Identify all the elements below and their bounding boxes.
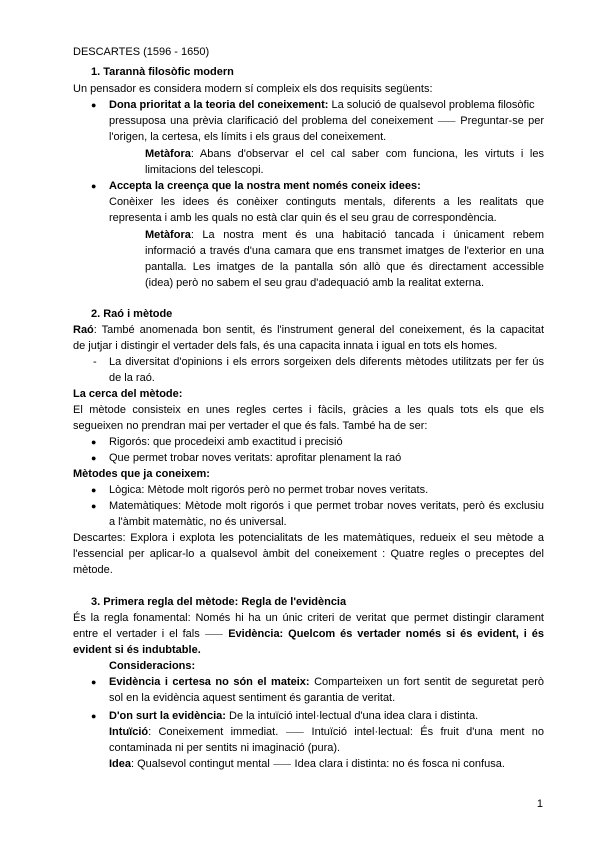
section-3-heading: 3. Primera regla del mètode: Regla de l'evidència (91, 596, 347, 608)
s3-para-line-3: evident si és indubtable. (73, 644, 201, 656)
s1-metaphor-1-line-1 (145, 146, 544, 162)
section-2-heading: 2. Raó i mètode (91, 308, 173, 320)
s1-metaphor-1-line-2: limitacions del telescopi. (145, 164, 264, 176)
bullet-icon: ● (91, 100, 97, 110)
s3-bullet-1-line-1 (109, 674, 544, 690)
s3-intuicio-label: Intuïció (109, 726, 149, 738)
s2-dash-line-2: de la raó. (109, 372, 155, 384)
s2-metodes-bullet-2-line-1: Matemàtiques: Mètode molt rigorós i que permet trobar noves veritats, però és exclusiu (109, 500, 544, 512)
s3-bullet-1-text: Comparteixen un fort sentit de seguretat però (309, 676, 545, 688)
bullet-icon: ● (91, 677, 97, 687)
s3-bullet-2-text: De la intuïció intel·lectual d'una idea clara i distinta. (225, 710, 479, 722)
page-number: 1 (536, 798, 543, 810)
s2-descartes-line-1: Descartes: Explora i explota les potencialitats de les matemàtiques, redueix el seu mètode a (73, 532, 544, 544)
s3-intuicio-line-1 (109, 724, 544, 740)
s2-dash-line-1: La diversitat d'opinions i els errors sorgeixen dels diferents mètodes utilitzats per fer ús (109, 356, 544, 368)
s1-bullet-2-line-1: Conèixer les idees és conèixer continguts mentals, diferents a les realitats que (109, 196, 544, 208)
bullet-icon: ● (91, 453, 97, 463)
s1-metaphor-2-text: : La nostra ment és una habitació tancada i únicament rebem (190, 229, 544, 241)
document-title: DESCARTES (1596 - 1650) (73, 46, 210, 58)
bullet-icon: ● (91, 711, 97, 721)
s1-bullet-2-title: Accepta la creença que la nostra ment només coneix idees: (109, 180, 421, 192)
s1-bullet-1-title: Dona prioritat a la teoria del coneixement: (109, 99, 329, 111)
s2-descartes-line-2: l'essencial per aplicar-lo a qualsevol àmbit del coneixement : Quatre regles o preceptes del (73, 548, 544, 560)
s1-metaphor-1-label: Metàfora (145, 148, 191, 160)
s2-dash-marker: - (93, 356, 97, 368)
s1-metaphor-2-line-3: pantalla. Les imatges de la pantalla són allò que és directament accessible (145, 261, 544, 273)
s2-cerca-bullet-1: Rigorós: que procedeixi amb exactitud i precisió (109, 436, 343, 448)
s1-metaphor-2-line-4: (idea) però no sabem el seu grau d'adequació amb la realitat externa. (145, 277, 485, 289)
s3-para-line-2-text: entre el vertader i el fals ⸺ (73, 628, 229, 640)
section-1-intro: Un pensador es considera modern sí compleix els dos requisits següents: (73, 83, 433, 95)
s3-bullet-2-line-1 (109, 708, 478, 724)
s3-para-line-1: És la regla fonamental: Només hi ha un únic criteri de veritat que permet distingir clarament (73, 612, 544, 624)
bullet-icon: ● (91, 437, 97, 447)
s2-metodes-bullet-2-line-2: a l'àmbit matemàtic, no és universal. (109, 516, 287, 528)
s2-rao-text: : També anomenada bon sentit, és l'instrument general del coneixement, és la capacitat (93, 324, 544, 336)
s2-cerca-heading: La cerca del mètode: (73, 388, 183, 400)
s2-rao-line-1 (73, 322, 544, 338)
s3-bullet-1-title: Evidència i certesa no són el mateix: (109, 676, 310, 688)
s3-intuicio-text: : Coneixement immediat. ⸺ Intuïció intel·lectual: És fruit d'una ment no (148, 726, 544, 738)
s2-descartes-line-3: mètode. (73, 564, 113, 576)
s3-intuicio-line-2: contaminada ni per sentits ni imaginació (pura). (109, 742, 341, 754)
s2-cerca-line-1: El mètode consisteix en unes regles certes i fàcils, gràcies a les quals tots els que els (73, 404, 544, 416)
s1-bullet-1-text: La solució de qualsevol problema filosòfic (331, 99, 535, 111)
s1-bullet-1-line-2: pressuposa una prèvia clarificació del problema del coneixement ⸺ Preguntar-se per (109, 115, 544, 127)
s2-rao-label: Raó (73, 324, 94, 336)
bullet-icon: ● (91, 485, 97, 495)
s3-bullet-2-title: D'on surt la evidència: (109, 710, 226, 722)
s2-cerca-bullet-2: Que permet trobar noves veritats: aprofitar plenament la raó (109, 452, 402, 464)
bullet-icon: ● (91, 181, 97, 191)
s1-metaphor-2-line-2: informació a través d'una camara que ens transmet imatges de l'exterior en una (145, 245, 544, 257)
s1-bullet-1-line-3: l'origen, la certesa, els límits i els graus del coneixement. (109, 131, 387, 143)
s2-metodes-heading: Mètodes que ja coneixem: (73, 468, 210, 480)
s3-consideracions-heading: Consideracions: (109, 660, 196, 672)
s3-idea-line (109, 756, 505, 772)
s3-idea-text: : Qualsevol contingut mental ⸺ Idea clara i distinta: no és fosca ni confusa. (131, 758, 505, 770)
s3-para-line-2 (73, 626, 544, 642)
bullet-icon: ● (91, 501, 97, 511)
s3-evidencia-definition: Evidència: Quelcom és vertader només si és evident, i és (228, 628, 544, 640)
section-1-heading: 1. Tarannà filosòfic modern (91, 66, 234, 78)
s1-metaphor-2-label: Metàfora (145, 229, 191, 241)
s1-metaphor-2-line-1 (145, 227, 544, 243)
s3-bullet-1-line-2: sol en la evidència aquest sentiment és garantia de veritat. (109, 692, 396, 704)
s3-idea-label: Idea (109, 758, 132, 770)
s1-metaphor-1-text: : Abans d'observar el cel cal saber com funciona, les virtuts i les (190, 148, 544, 160)
s2-cerca-line-2: segueixen no prendran mai per vertader el que és fals. També ha de ser: (73, 420, 428, 432)
s1-bullet-1-line-1 (109, 97, 535, 113)
s1-bullet-2-line-2: representa i amb les quals no està clar quin és el seu grau de correspondència. (109, 212, 497, 224)
s2-metodes-bullet-1: Lògica: Mètode molt rigorós però no permet trobar noves veritats. (109, 484, 429, 496)
s2-rao-line-2: de jutjar i distingir el vertader dels fals, és una capacita innata i igual en tots els homes. (73, 340, 498, 352)
